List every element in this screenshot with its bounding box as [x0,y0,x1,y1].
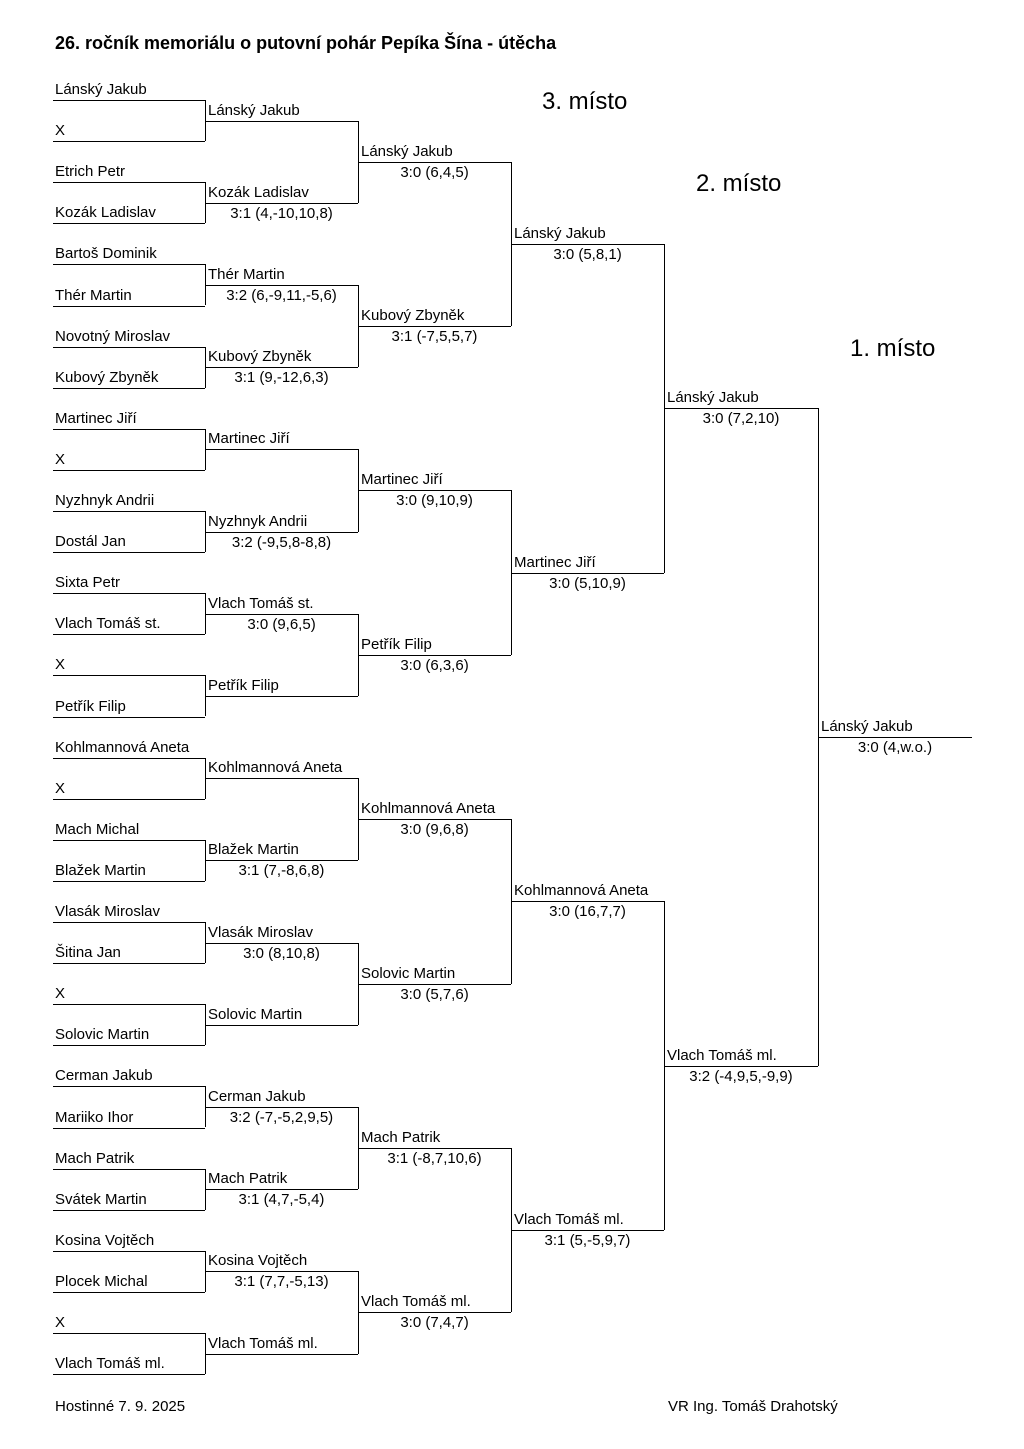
bracket-line [53,1333,205,1334]
bracket-line [53,388,205,389]
bracket-line [358,162,511,163]
bracket-line [205,778,358,779]
match-winner: Lánský Jakub [361,142,453,160]
match-winner: Lánský Jakub [514,224,606,242]
bracket-line [358,655,511,656]
match-winner: Martinec Jiří [361,471,443,489]
entrant-name: Kohlmannová Aneta [55,738,190,756]
bracket-line [53,963,205,964]
match-score: 3:1 (7,7,-5,13) [234,1273,329,1291]
bracket-line [511,244,664,245]
entrant-name: Svátek Martin [55,1190,147,1208]
entrant-name: Plocek Michal [55,1272,148,1290]
bracket-line [205,285,358,286]
bracket-line [358,819,511,820]
match-score: 3:0 (5,10,9) [549,574,626,592]
bracket-line [205,532,358,533]
bracket-line [53,922,205,923]
match-winner: Kozák Ladislav [208,183,309,201]
bracket-line [205,614,358,615]
entrant-name: Petřík Filip [55,697,126,715]
bracket-line [205,943,358,944]
match-winner: Kubový Zbyněk [361,307,465,325]
bracket-line [53,141,205,142]
bracket-line [53,881,205,882]
entrant-name: X [55,656,66,674]
bracket-line [53,840,205,841]
match-score: 3:1 (-8,7,10,6) [387,1150,482,1168]
match-score: 3:0 (8,10,8) [243,944,320,962]
match-score: 3:2 (-4,9,5,-9,9) [689,1067,793,1085]
bracket-line [53,758,205,759]
entrant-name: X [55,450,66,468]
bracket-line [53,1004,205,1005]
bracket-line [818,737,972,738]
match-winner: Solovic Martin [361,964,456,982]
match-score: 3:0 (6,3,6) [400,656,469,674]
entrant-name: Nyzhnyk Andrii [55,492,155,509]
match-winner: Vlach Tomáš ml. [514,1211,624,1229]
bracket-line [511,901,664,902]
page-title: 26. ročník memoriálu o putovní pohár Pepíka Šína - útěcha [55,33,557,53]
match-score: 3:0 (7,2,10) [702,410,780,428]
match-winner: Lánský Jakub [821,718,913,736]
bracket-line [53,1292,205,1293]
match-winner: Lánský Jakub [667,389,759,407]
bracket-line [205,367,358,368]
match-winner: Martinec Jiří [208,430,290,448]
bracket-line [664,1066,818,1067]
second-place-heading: 2. místo [696,170,782,197]
entrant-name: X [55,122,66,140]
match-score: 3:0 (5,7,6) [400,985,469,1003]
bracket-line [53,1045,205,1046]
entrant-name: Mach Patrik [55,1149,135,1167]
entrant-name: X [55,985,66,1003]
bracket-line [205,696,358,697]
match-score: 3:2 (6,-9,11,-5,6) [226,286,337,304]
bracket-line [205,1354,358,1355]
entrant-name: Thér Martin [55,286,132,304]
match-winner: Mach Patrik [361,1129,441,1147]
bracket-line [53,429,205,430]
match-winner: Lánský Jakub [208,101,300,119]
bracket-line [205,1271,358,1272]
match-score: 3:1 (4,-10,10,8) [230,204,333,222]
bracket-line [53,552,205,553]
entrant-name: Šitina Jan [55,944,121,962]
match-score: 3:0 (6,4,5) [400,163,469,181]
match-winner: Martinec Jiří [514,553,596,571]
entrant-name: X [55,1314,66,1331]
match-winner: Kohlmannová Aneta [208,759,343,777]
match-score: 3:0 (9,6,8) [400,821,469,839]
bracket-line [358,1148,511,1149]
match-winner: Cerman Jakub [208,1087,306,1105]
match-score: 3:0 (9,10,9) [396,492,473,510]
entrant-name: Bartoš Dominik [55,245,157,263]
bracket-line [53,264,205,265]
bracket-line [53,675,205,676]
bracket-line [53,182,205,183]
bracket-line [53,347,205,348]
entrant-name: Sixta Petr [55,574,121,592]
bracket-line [205,449,358,450]
match-winner: Nyzhnyk Andrii [208,512,308,530]
entrant-name: Cerman Jakub [55,1067,153,1085]
entrant-name: Lánský Jakub [55,81,147,98]
entrant-name: Martinec Jiří [55,409,137,427]
bracket-line [358,326,511,327]
bracket-line [358,490,511,491]
entrant-name: Vlach Tomáš ml. [55,1355,165,1373]
entrant-name: Kosina Vojtěch [55,1231,155,1249]
entrant-name: Solovic Martin [55,1026,150,1044]
third-place-heading: 3. místo [542,88,628,115]
entrant-name: Novotný Miroslav [55,327,171,345]
bracket-line [53,1210,205,1211]
bracket-line [205,1107,358,1108]
match-winner: Kosina Vojtěch [208,1252,308,1270]
bracket-line [53,593,205,594]
bracket-line [664,408,818,409]
footer-place-date: Hostinné 7. 9. 2025 [55,1398,186,1415]
bracket-line [358,984,511,985]
bracket-line [205,1025,358,1026]
bracket-line [205,860,358,861]
match-winner: Kohlmannová Aneta [514,882,649,900]
match-winner: Petřík Filip [208,676,279,694]
match-score: 3:0 (7,4,7) [400,1314,469,1332]
first-place-heading: 1. místo [850,335,936,362]
match-score: 3:0 (4,w.o.) [857,739,933,757]
bracket-line [53,470,205,471]
match-winner: Vlasák Miroslav [208,923,314,941]
bracket-line [511,573,664,574]
match-winner: Kohlmannová Aneta [361,800,496,818]
entrant-name: Vlasák Miroslav [55,903,161,920]
entrant-name: Mariiko Ihor [55,1108,134,1126]
entrant-name: X [55,779,66,797]
match-winner: Vlach Tomáš ml. [667,1046,777,1064]
match-score: 3:2 (-7,-5,2,9,5) [229,1108,334,1126]
match-winner: Thér Martin [208,265,285,283]
match-winner: Kubový Zbyněk [208,348,312,366]
entrant-name: Vlach Tomáš st. [55,615,161,633]
entrant-name: Blažek Martin [55,861,146,879]
match-score: 3:0 (9,6,5) [247,615,316,633]
match-winner: Mach Patrik [208,1170,288,1188]
entrant-name: Dostál Jan [55,533,126,551]
bracket-line [53,799,205,800]
bracket-line [53,717,205,718]
match-score: 3:1 (5,-5,9,7) [544,1232,631,1250]
entrant-name: Kubový Zbyněk [55,368,159,386]
match-winner: Vlach Tomáš ml. [361,1293,471,1311]
match-score: 3:1 (4,7,-5,4) [238,1191,325,1209]
bracket-line [53,634,205,635]
match-winner: Blažek Martin [208,841,299,859]
bracket-line [53,1128,205,1129]
bracket-line [205,121,358,122]
bracket-line [53,306,205,307]
match-score: 3:0 (5,8,1) [553,245,622,263]
bracket-line [205,1189,358,1190]
bracket-line [358,1312,511,1313]
match-score: 3:1 (7,-8,6,8) [238,862,325,880]
bracket-line [53,1251,205,1252]
match-score: 3:0 (16,7,7) [549,903,626,921]
bracket-line [53,511,205,512]
match-winner: Vlach Tomáš ml. [208,1334,318,1352]
entrant-name: Etrich Petr [55,163,126,181]
match-score: 3:1 (-7,5,5,7) [391,328,478,346]
bracket-line [53,1374,205,1375]
bracket-line [53,223,205,224]
bracket-line [53,1086,205,1087]
bracket-line [205,203,358,204]
bracket-line [53,100,205,101]
match-score: 3:2 (-9,5,8-8,8) [231,533,332,551]
match-score: 3:1 (9,-12,6,3) [234,369,329,387]
entrant-name: Mach Michal [55,820,140,838]
footer-referee: VR Ing. Tomáš Drahotský [668,1398,838,1415]
match-winner: Vlach Tomáš st. [208,594,314,612]
match-winner: Solovic Martin [208,1005,303,1023]
bracket-line [511,1230,664,1231]
entrant-name: Kozák Ladislav [55,204,156,222]
match-winner: Petřík Filip [361,635,432,653]
bracket-line [53,1169,205,1170]
